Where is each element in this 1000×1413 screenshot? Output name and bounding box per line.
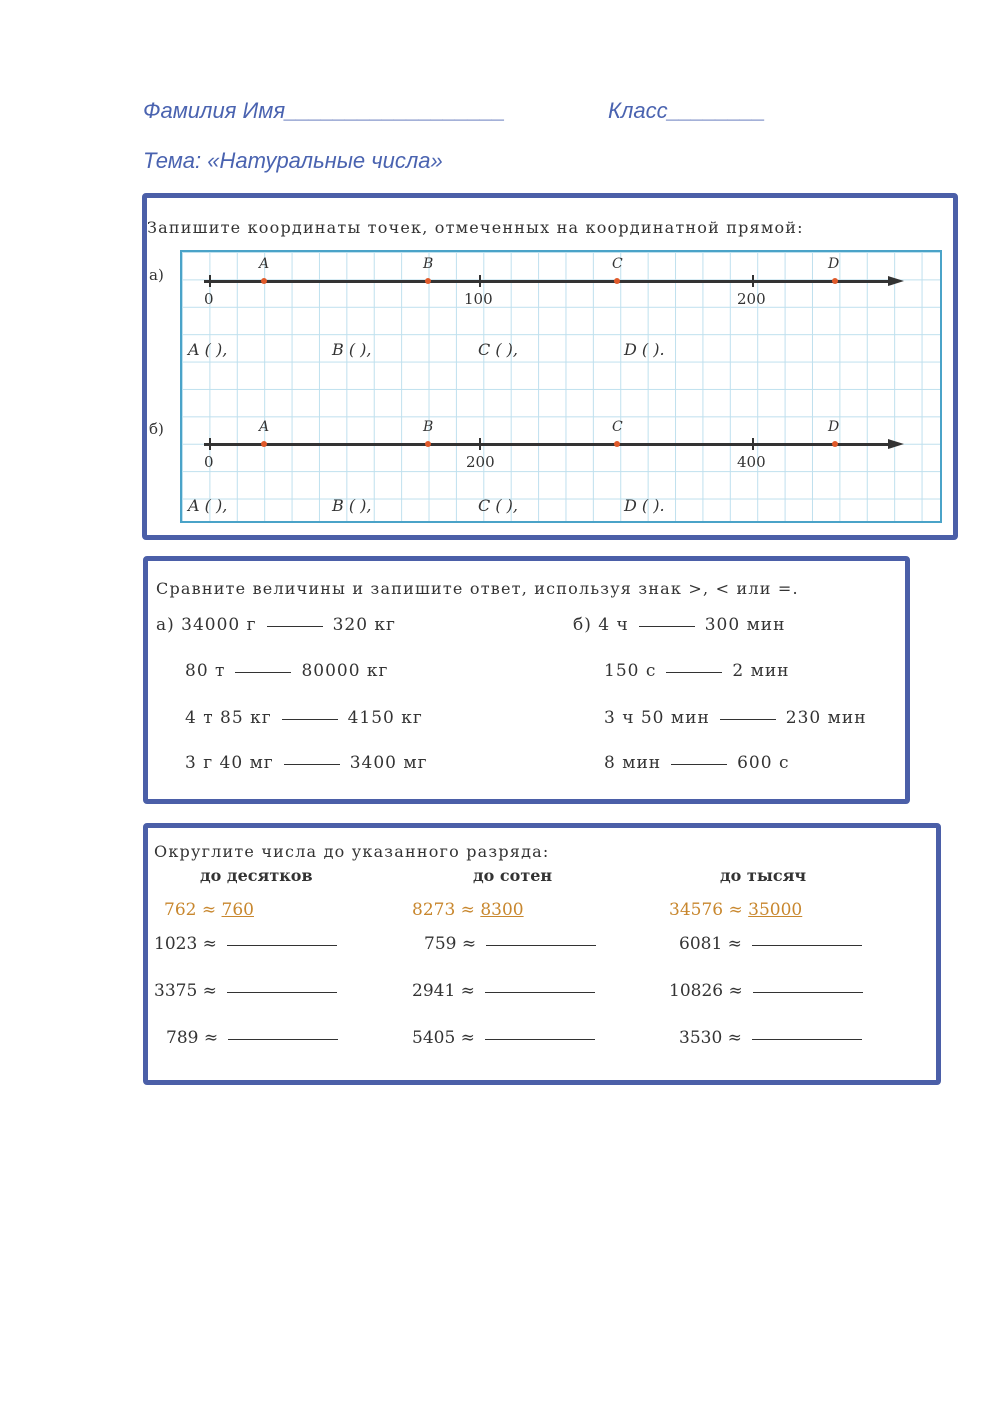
compare-left-4[interactable]: 3 г 40 мг 3400 мг [185,753,428,773]
tick-b-200 [479,438,481,450]
point-a-A [261,278,267,284]
arrow-a-icon [888,276,904,286]
coords-b-B[interactable]: B ( ), [332,496,372,515]
point-b-A [261,441,267,447]
coords-b-A[interactable]: A ( ), [188,496,228,515]
tick-label-b-400: 400 [737,453,766,471]
arrow-b-icon [888,439,904,449]
round-row2-hundreds[interactable]: 2941 ≈ [412,981,595,1001]
point-label-a-A: A [259,256,270,272]
task2-instruction: Сравните величины и запишите ответ, используя знак >, < или =. [156,579,799,598]
coords-a-B[interactable]: B ( ), [332,340,372,359]
number-line-b [204,443,894,446]
round-row2-thousands[interactable]: 10826 ≈ [669,981,863,1001]
class-line: Класс________ [608,98,766,123]
tick-label-a-200: 200 [737,290,766,308]
task-compare-box [143,556,910,804]
compare-right-4[interactable]: 8 мин 600 с [604,753,790,773]
tick-a-200 [752,275,754,287]
tick-a-0 [209,275,211,287]
grid-paper [180,250,942,523]
compare-left-1[interactable]: а) 34000 г 320 кг [156,615,396,635]
tick-label-a-100: 100 [464,290,493,308]
coords-a-A[interactable]: A ( ), [188,340,228,359]
example-thousands: 34576 ≈ 35000 [669,900,803,920]
compare-right-1[interactable]: б) 4 ч 300 мин [573,615,786,635]
example-tens: 762 ≈ 760 [164,900,254,920]
point-label-b-C: C [612,419,623,435]
round-row1-tens[interactable]: 1023 ≈ [154,934,337,954]
compare-right-2[interactable]: 150 с 2 мин [604,661,790,681]
round-row3-tens[interactable]: 789 ≈ [166,1028,338,1048]
student-name-line: Фамилия Имя__________________ [143,98,506,123]
task3-instruction: Округлите числа до указанного разряда: [154,842,550,861]
coords-b-C[interactable]: C ( ), [478,496,518,515]
task-rounding-box [143,823,941,1085]
tick-label-a-0: 0 [204,290,214,308]
point-label-a-D: D [828,256,840,272]
round-row3-hundreds[interactable]: 5405 ≈ [412,1028,595,1048]
topic-title: Тема: «Натуральные числа» [143,148,443,173]
column-header-thousands: до тысяч [720,866,807,885]
point-label-b-A: A [259,419,270,435]
part-a-label: а) [149,266,164,284]
compare-right-3[interactable]: 3 ч 50 мин 230 мин [604,708,867,728]
tick-a-100 [479,275,481,287]
task1-instruction: Запишите координаты точек, отмеченных на координатной прямой: [147,218,804,237]
point-b-B [425,441,431,447]
task-coordinates-box [142,193,958,540]
point-label-b-D: D [828,419,840,435]
coords-a-C[interactable]: C ( ), [478,340,518,359]
column-header-hundreds: до сотен [473,866,553,885]
compare-left-2[interactable]: 80 т 80000 кг [185,661,389,681]
coords-b-D[interactable]: D ( ). [624,496,665,515]
point-b-D [832,441,838,447]
point-label-a-C: C [612,256,623,272]
point-a-C [614,278,620,284]
tick-label-b-200: 200 [466,453,495,471]
point-a-D [832,278,838,284]
column-header-tens: до десятков [200,866,313,885]
round-row1-hundreds[interactable]: 759 ≈ [424,934,596,954]
point-b-C [614,441,620,447]
number-line-a [204,280,894,283]
coords-a-D[interactable]: D ( ). [624,340,665,359]
round-row3-thousands[interactable]: 3530 ≈ [679,1028,862,1048]
compare-left-3[interactable]: 4 т 85 кг 4150 кг [185,708,423,728]
part-b-label: б) [149,420,164,438]
point-label-b-B: B [423,419,434,435]
example-hundreds: 8273 ≈ 8300 [412,900,524,920]
point-a-B [425,278,431,284]
point-label-a-B: B [423,256,434,272]
tick-label-b-0: 0 [204,453,214,471]
tick-b-400 [752,438,754,450]
tick-b-0 [209,438,211,450]
round-row1-thousands[interactable]: 6081 ≈ [679,934,862,954]
round-row2-tens[interactable]: 3375 ≈ [154,981,337,1001]
